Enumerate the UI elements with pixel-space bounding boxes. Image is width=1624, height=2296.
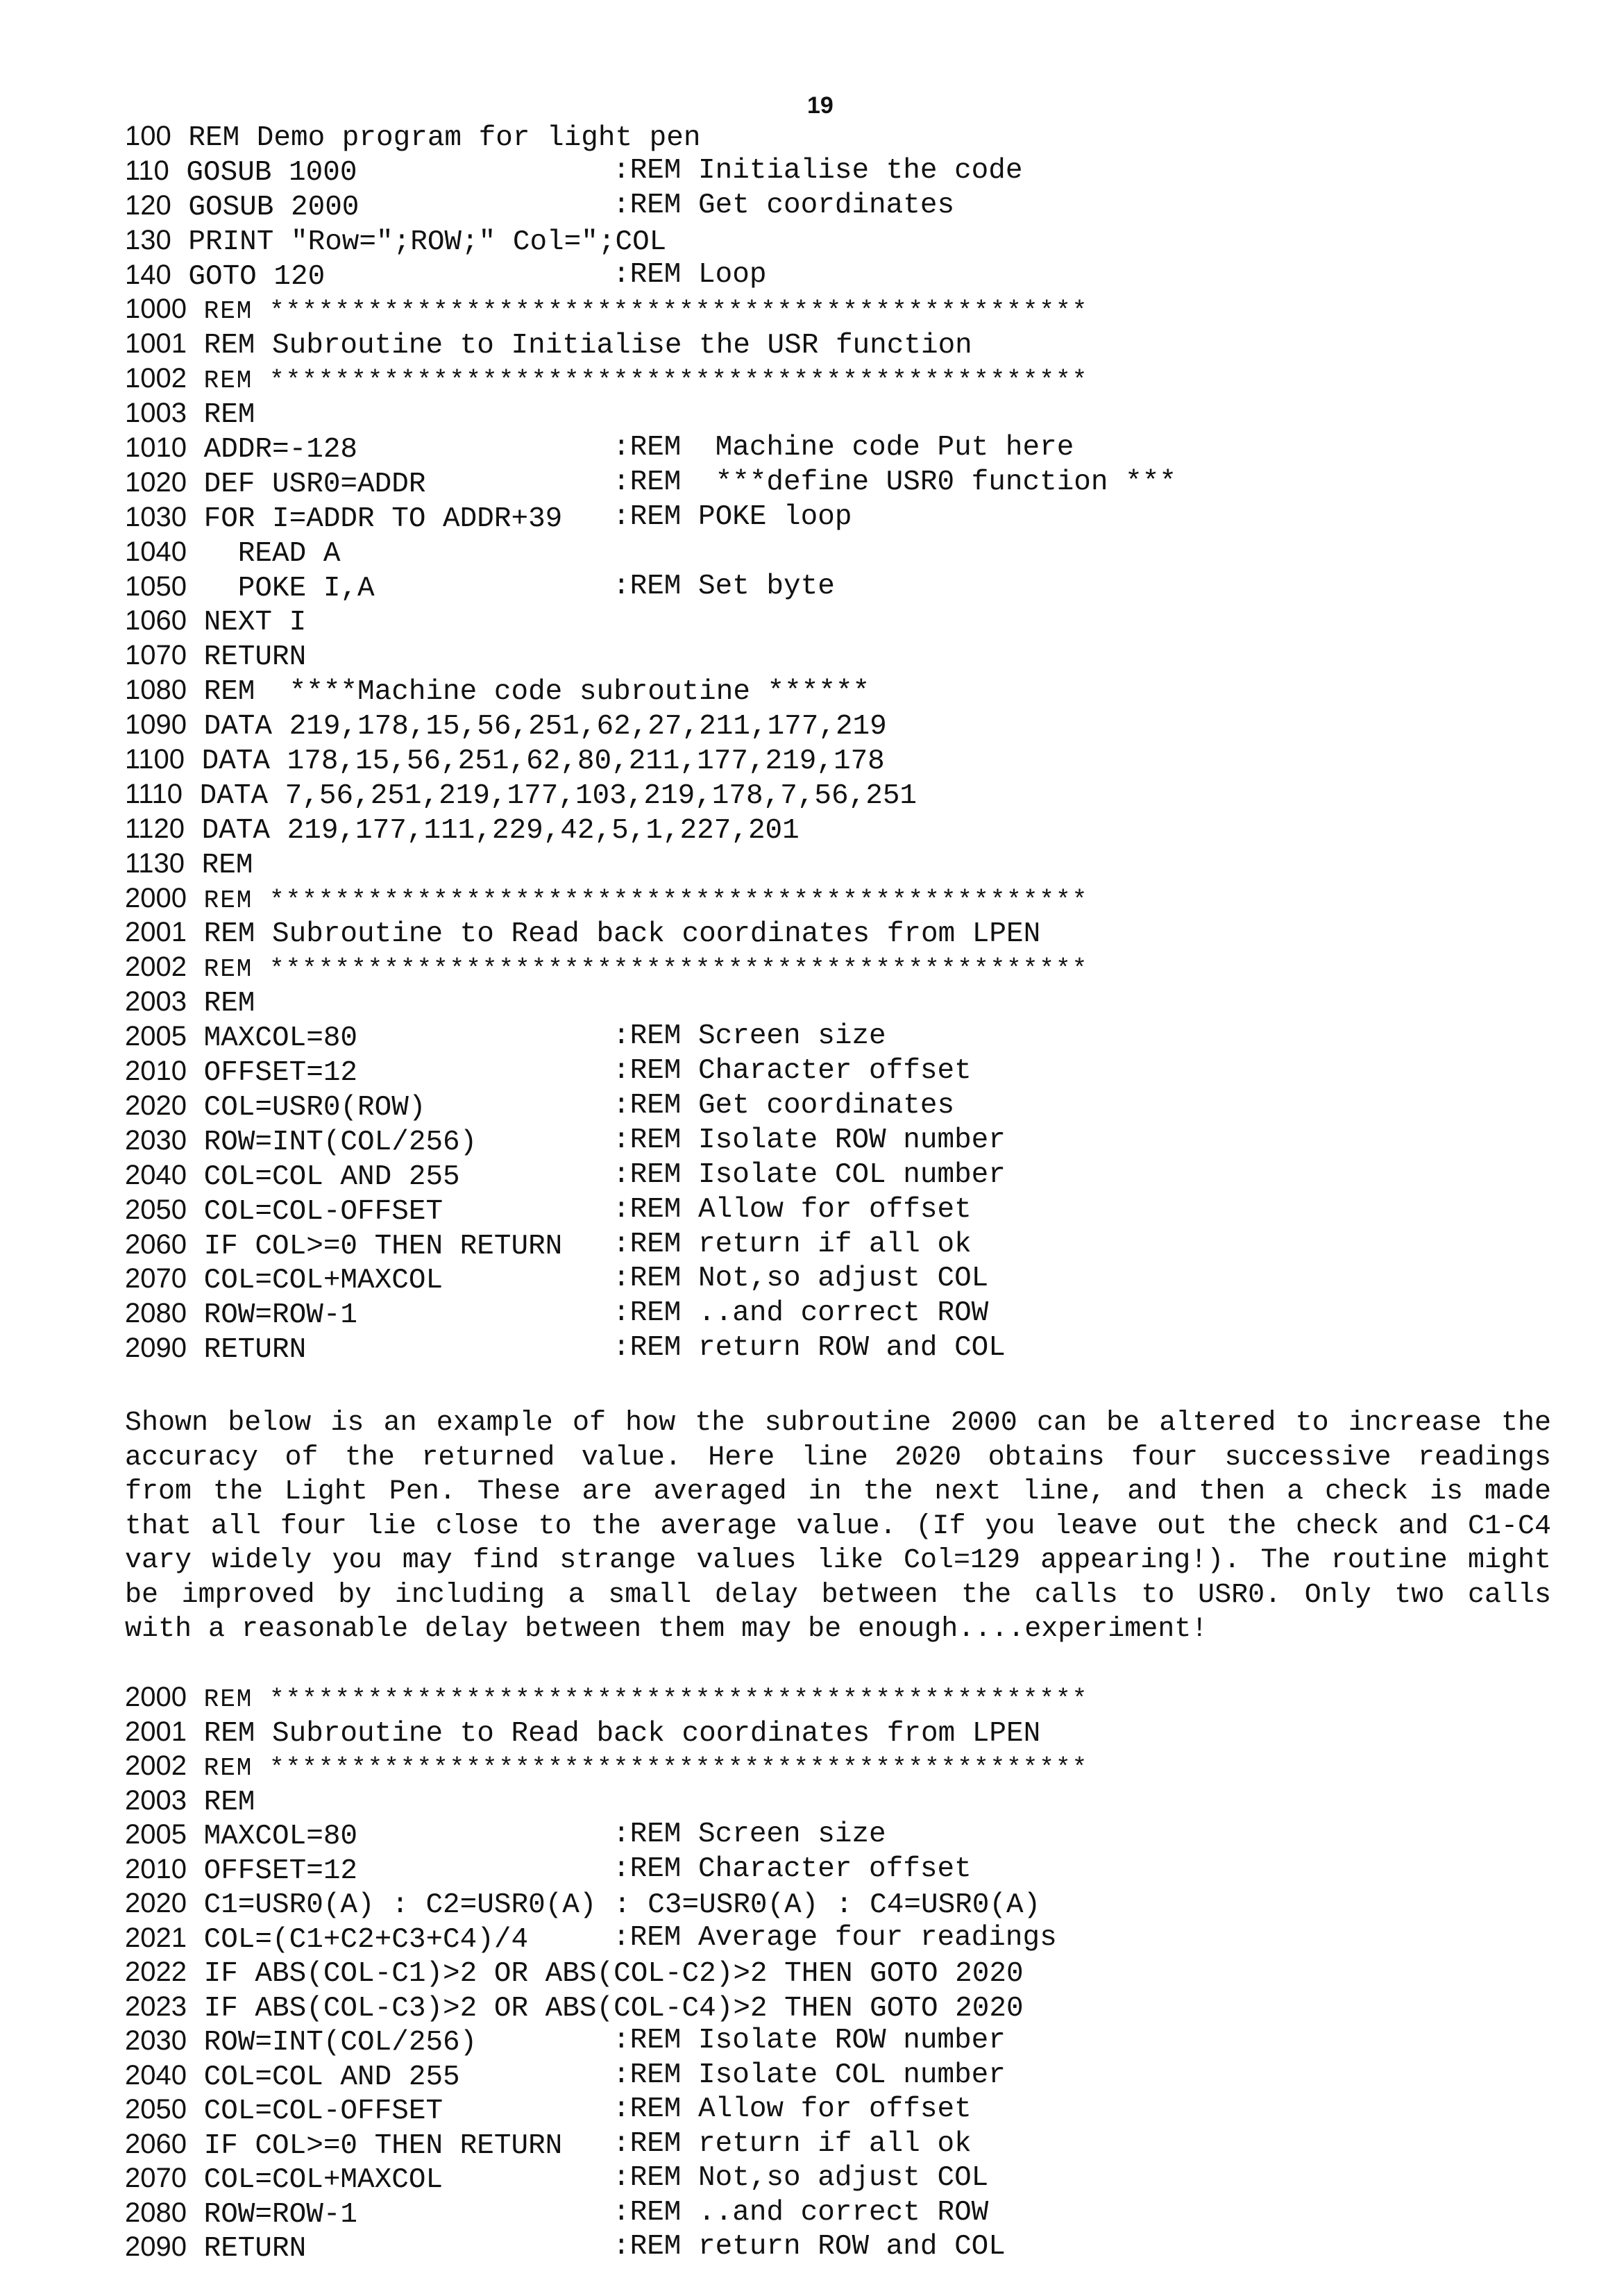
code-line (125, 1990, 1088, 2025)
remark-comment: :REM Not,so adjust COL (613, 1263, 989, 1295)
code-line (125, 1680, 1088, 1715)
code-line (125, 1020, 1088, 1054)
code-line (125, 570, 1088, 605)
line-number: 2001 (125, 917, 187, 948)
statement: REM Subroutine to Initialise the USR function (203, 330, 972, 362)
code-line (125, 2196, 1088, 2231)
statement: RETURN (203, 641, 307, 674)
remark-comment: :REM Screen size (613, 1818, 886, 1850)
code-line (125, 1715, 1088, 1750)
statement: IF ABS(COL-C1)>2 OR ABS(COL-C2)>2 THEN GOTO 2020 (203, 1958, 1024, 1990)
line-number: 2005 (125, 1819, 187, 1850)
line-number: 2030 (125, 1124, 187, 1156)
line-number: 1020 (125, 466, 187, 498)
remark-comment: :REM Get coordinates (613, 1089, 955, 1122)
remark-comment: :REM Loop (613, 258, 767, 291)
line-number: 2060 (125, 2128, 187, 2159)
remark-comment: :REM Character offset (613, 1852, 972, 1885)
statement: POKE I,A (203, 572, 375, 605)
remark-comment: :REM Screen size (613, 1020, 886, 1053)
line-number: 2040 (125, 1159, 187, 1190)
code-line (125, 2093, 1088, 2127)
line-number: 2022 (125, 1957, 187, 1987)
statement: ROW=ROW-1 (203, 1299, 358, 1332)
code-line (125, 154, 1088, 189)
remark-comment: :REM Set byte (613, 570, 835, 602)
code-line (125, 1089, 1088, 1124)
statement: NEXT I (203, 607, 307, 639)
line-number: 1070 (125, 640, 187, 671)
code-line (125, 1784, 1088, 1818)
remark-comment: :REM Isolate COL number (613, 1158, 1006, 1191)
statement: REM Subroutine to Read back coordinates from LPEN (203, 918, 1041, 951)
line-number: 2010 (125, 1853, 187, 1884)
statement: COL=COL AND 255 (203, 2061, 460, 2093)
code-line (125, 673, 1088, 708)
remark-comment: :REM ..and correct ROW (613, 2196, 989, 2229)
remark-comment: :REM ..and correct ROW (613, 1297, 989, 1330)
line-number: 2090 (125, 2231, 187, 2262)
code-line (125, 1955, 1088, 1990)
statement: COL=COL-OFFSET (203, 1195, 443, 1228)
line-number: 130 (125, 224, 171, 255)
page-number: 19 (807, 92, 834, 119)
line-number: 2002 (125, 952, 187, 983)
code-line (125, 431, 1088, 466)
line-number: 1080 (125, 675, 187, 706)
code-line (125, 327, 1088, 362)
code-line (125, 1749, 1088, 1784)
statement: C1=USR0(A) : C2=USR0(A) : C3=USR0(A) : C4=USR0(A) (203, 1889, 1041, 1921)
line-number: 110 (125, 155, 169, 186)
line-number: 2021 (125, 1922, 187, 1953)
code-line (125, 189, 1088, 223)
line-number: 2050 (125, 2094, 187, 2125)
statement: REM Subroutine to Read back coordinates from LPEN (203, 1717, 1041, 1750)
code-line (125, 985, 1088, 1020)
code-line (125, 743, 1088, 777)
remark-comment: :REM Machine code Put here (613, 432, 1074, 464)
line-number: 1002 (125, 363, 187, 394)
line-number: 140 (125, 259, 171, 290)
statement: COL=COL AND 255 (203, 1160, 460, 1193)
line-number: 2010 (125, 1056, 187, 1087)
code-line (125, 950, 1088, 985)
line-number: 2030 (125, 2025, 187, 2056)
line-number: 1040 (125, 536, 187, 567)
paragraph-line: from the Light Pen. These are averaged in the next line, and then a check is made (125, 1476, 1551, 1508)
remark-comment: :REM return if all ok (613, 1228, 972, 1260)
statement: REM (203, 399, 255, 432)
paragraph-line: accuracy of the returned value. Here line 2020 obtains four successive readings (125, 1442, 1551, 1474)
statement: DATA 219,178,15,56,251,62,27,211,177,219 (203, 711, 887, 743)
code-line (125, 1193, 1088, 1228)
remark-comment: :REM Isolate ROW number (613, 2025, 1006, 2057)
code-line (125, 1262, 1088, 1297)
line-number: 2000 (125, 1682, 187, 1712)
code-line (125, 1886, 1088, 1921)
code-line (125, 223, 1088, 258)
statement: REM ************************************************** (203, 297, 1089, 326)
remark-comment: :REM Character offset (613, 1055, 972, 1088)
code-line (125, 119, 1088, 154)
line-number: 2023 (125, 1991, 187, 2022)
code-line (125, 2127, 1088, 2162)
statement: DATA 219,177,111,229,42,5,1,227,201 (201, 814, 800, 847)
code-line (125, 1054, 1088, 1089)
statement: REM ****Machine code subroutine ****** (203, 676, 870, 709)
statement: DEF USR0=ADDR (203, 468, 426, 500)
line-number: 120 (125, 189, 171, 221)
line-number: 1010 (125, 432, 187, 464)
statement: PRINT "Row=";ROW;" Col=";COL (188, 226, 667, 258)
line-number: 1000 (125, 294, 187, 325)
code-line (125, 915, 1088, 950)
statement: REM (201, 849, 253, 881)
statement: COL=COL-OFFSET (203, 2095, 443, 2127)
program-listing-main (125, 119, 1176, 1367)
code-line (125, 1921, 1088, 1956)
statement: IF ABS(COL-C3)>2 OR ABS(COL-C4)>2 THEN GOTO 2020 (203, 1992, 1024, 2025)
remark-comment: :REM return ROW and COL (613, 2231, 1006, 2263)
line-number: 2002 (125, 1750, 187, 1781)
code-line (125, 777, 1088, 812)
line-number: 2080 (125, 1298, 187, 1329)
line-number: 1001 (125, 328, 187, 360)
line-number: 2005 (125, 1021, 187, 1052)
statement: COL=COL+MAXCOL (203, 2164, 443, 2196)
statement: FOR I=ADDR TO ADDR+39 (203, 503, 563, 535)
code-line (125, 292, 1088, 327)
statement: REM ************************************************** (203, 1685, 1089, 1714)
statement: DATA 7,56,251,219,177,103,219,178,7,56,251 (199, 779, 917, 812)
remark-comment: :REM Isolate COL number (613, 2059, 1006, 2091)
line-number: 2090 (125, 1333, 187, 1364)
code-line (125, 708, 1088, 743)
statement: MAXCOL=80 (203, 1821, 358, 1852)
statement: ADDR=-128 (203, 434, 358, 466)
code-line (125, 1124, 1088, 1158)
line-number: 1100 (125, 744, 185, 775)
line-number: 2003 (125, 986, 187, 1018)
line-number: 1060 (125, 605, 187, 636)
statement: REM Demo program for light pen (188, 122, 701, 154)
code-line (125, 881, 1088, 916)
paragraph-line: vary widely you may find strange values like Col=129 appearing!). The routine might (125, 1545, 1551, 1576)
statement: REM ************************************************** (203, 955, 1089, 984)
line-number: 1050 (125, 571, 187, 602)
statement: REM ************************************************** (203, 886, 1089, 915)
paragraph-line: Shown below is an example of how the subroutine 2000 can be altered to increase the (125, 1408, 1551, 1439)
code-line (125, 1331, 1088, 1366)
statement: GOSUB 1000 (186, 156, 357, 189)
code-line (125, 639, 1088, 673)
code-line (125, 847, 1088, 881)
statement: OFFSET=12 (203, 1057, 358, 1090)
line-number: 2070 (125, 2163, 187, 2193)
remark-comment: :REM Isolate ROW number (613, 1124, 1006, 1156)
line-number: 2000 (125, 882, 187, 913)
statement: OFFSET=12 (203, 1855, 358, 1887)
statement: MAXCOL=80 (203, 1022, 358, 1055)
code-line (125, 2059, 1088, 2093)
line-number: 2060 (125, 1229, 187, 1260)
statement: COL=USR0(ROW) (203, 1091, 426, 1124)
remark-comment: :REM ***define USR0 function *** (613, 466, 1176, 498)
statement: IF COL>=0 THEN RETURN (203, 2129, 563, 2162)
code-line (125, 2230, 1088, 2265)
line-number: 1130 (125, 847, 185, 879)
statement: REM ************************************************** (203, 366, 1089, 396)
paragraph-line: that all four lie close to the average value. (If you leave out the check and C1-C4 (125, 1510, 1551, 1542)
line-number: 2050 (125, 1194, 187, 1225)
code-line (125, 396, 1088, 431)
line-number: 1030 (125, 501, 187, 532)
line-number: 1003 (125, 398, 187, 429)
line-number: 2003 (125, 1784, 187, 1816)
remark-comment: :REM Allow for offset (613, 2093, 972, 2125)
code-line (125, 362, 1088, 396)
statement: RETURN (203, 1334, 307, 1367)
remark-comment: :REM Not,so adjust COL (613, 2162, 989, 2194)
statement: REM ************************************************** (203, 1754, 1089, 1782)
program-listing-improved-subroutine (125, 1680, 1088, 2265)
line-number: 2001 (125, 1716, 187, 1747)
remark-comment: :REM return if all ok (613, 2127, 972, 2160)
statement: IF COL>=0 THEN RETURN (203, 1230, 563, 1263)
paragraph-line: with a reasonable delay between them may be enough....experiment! (125, 1614, 1208, 1645)
code-line (125, 2161, 1088, 2196)
code-line (125, 1228, 1088, 1263)
statement: RETURN (203, 2233, 307, 2265)
statement: GOSUB 2000 (188, 191, 360, 223)
line-number: 2040 (125, 2059, 187, 2091)
statement: READ A (203, 537, 341, 570)
line-number: 2070 (125, 1263, 187, 1294)
remark-comment: :REM Get coordinates (613, 189, 955, 221)
code-line (125, 812, 1088, 847)
line-number: 2080 (125, 2197, 187, 2228)
line-number: 1090 (125, 709, 187, 741)
statement: ROW=ROW-1 (203, 2198, 358, 2231)
remark-comment: :REM POKE loop (613, 500, 852, 533)
statement: DATA 178,15,56,251,62,80,211,177,219,178 (201, 745, 885, 778)
statement: ROW=INT(COL/256) (203, 2027, 477, 2059)
code-line (125, 466, 1176, 500)
code-line (125, 1297, 1088, 1331)
line-number: 2020 (125, 1888, 187, 1918)
statement: GOTO 120 (188, 260, 325, 293)
paragraph-line: be improved by including a small delay between the calls to USR0. Only two calls (125, 1579, 1551, 1611)
code-line (125, 1852, 1088, 1887)
statement: COL=(C1+C2+C3+C4)/4 (203, 1923, 529, 1956)
explanation-paragraph (125, 1406, 1551, 1647)
code-line (125, 604, 1088, 639)
remark-comment: :REM Average four readings (613, 1921, 1057, 1954)
code-line (125, 2024, 1088, 2059)
code-line (125, 258, 1088, 293)
statement: COL=COL+MAXCOL (203, 1265, 443, 1297)
statement: ROW=INT(COL/256) (203, 1126, 477, 1158)
line-number: 1110 (125, 778, 183, 809)
remark-comment: :REM return ROW and COL (613, 1332, 1006, 1365)
line-number: 100 (125, 121, 171, 151)
statement: REM (203, 988, 255, 1020)
code-line (125, 1818, 1088, 1852)
code-line (125, 535, 1088, 570)
line-number: 2020 (125, 1090, 187, 1121)
remark-comment: :REM Initialise the code (613, 154, 1023, 187)
code-line (125, 1158, 1088, 1193)
line-number: 1120 (125, 813, 185, 844)
statement: REM (203, 1786, 255, 1818)
code-line (125, 500, 1088, 535)
remark-comment: :REM Allow for offset (613, 1193, 972, 1226)
